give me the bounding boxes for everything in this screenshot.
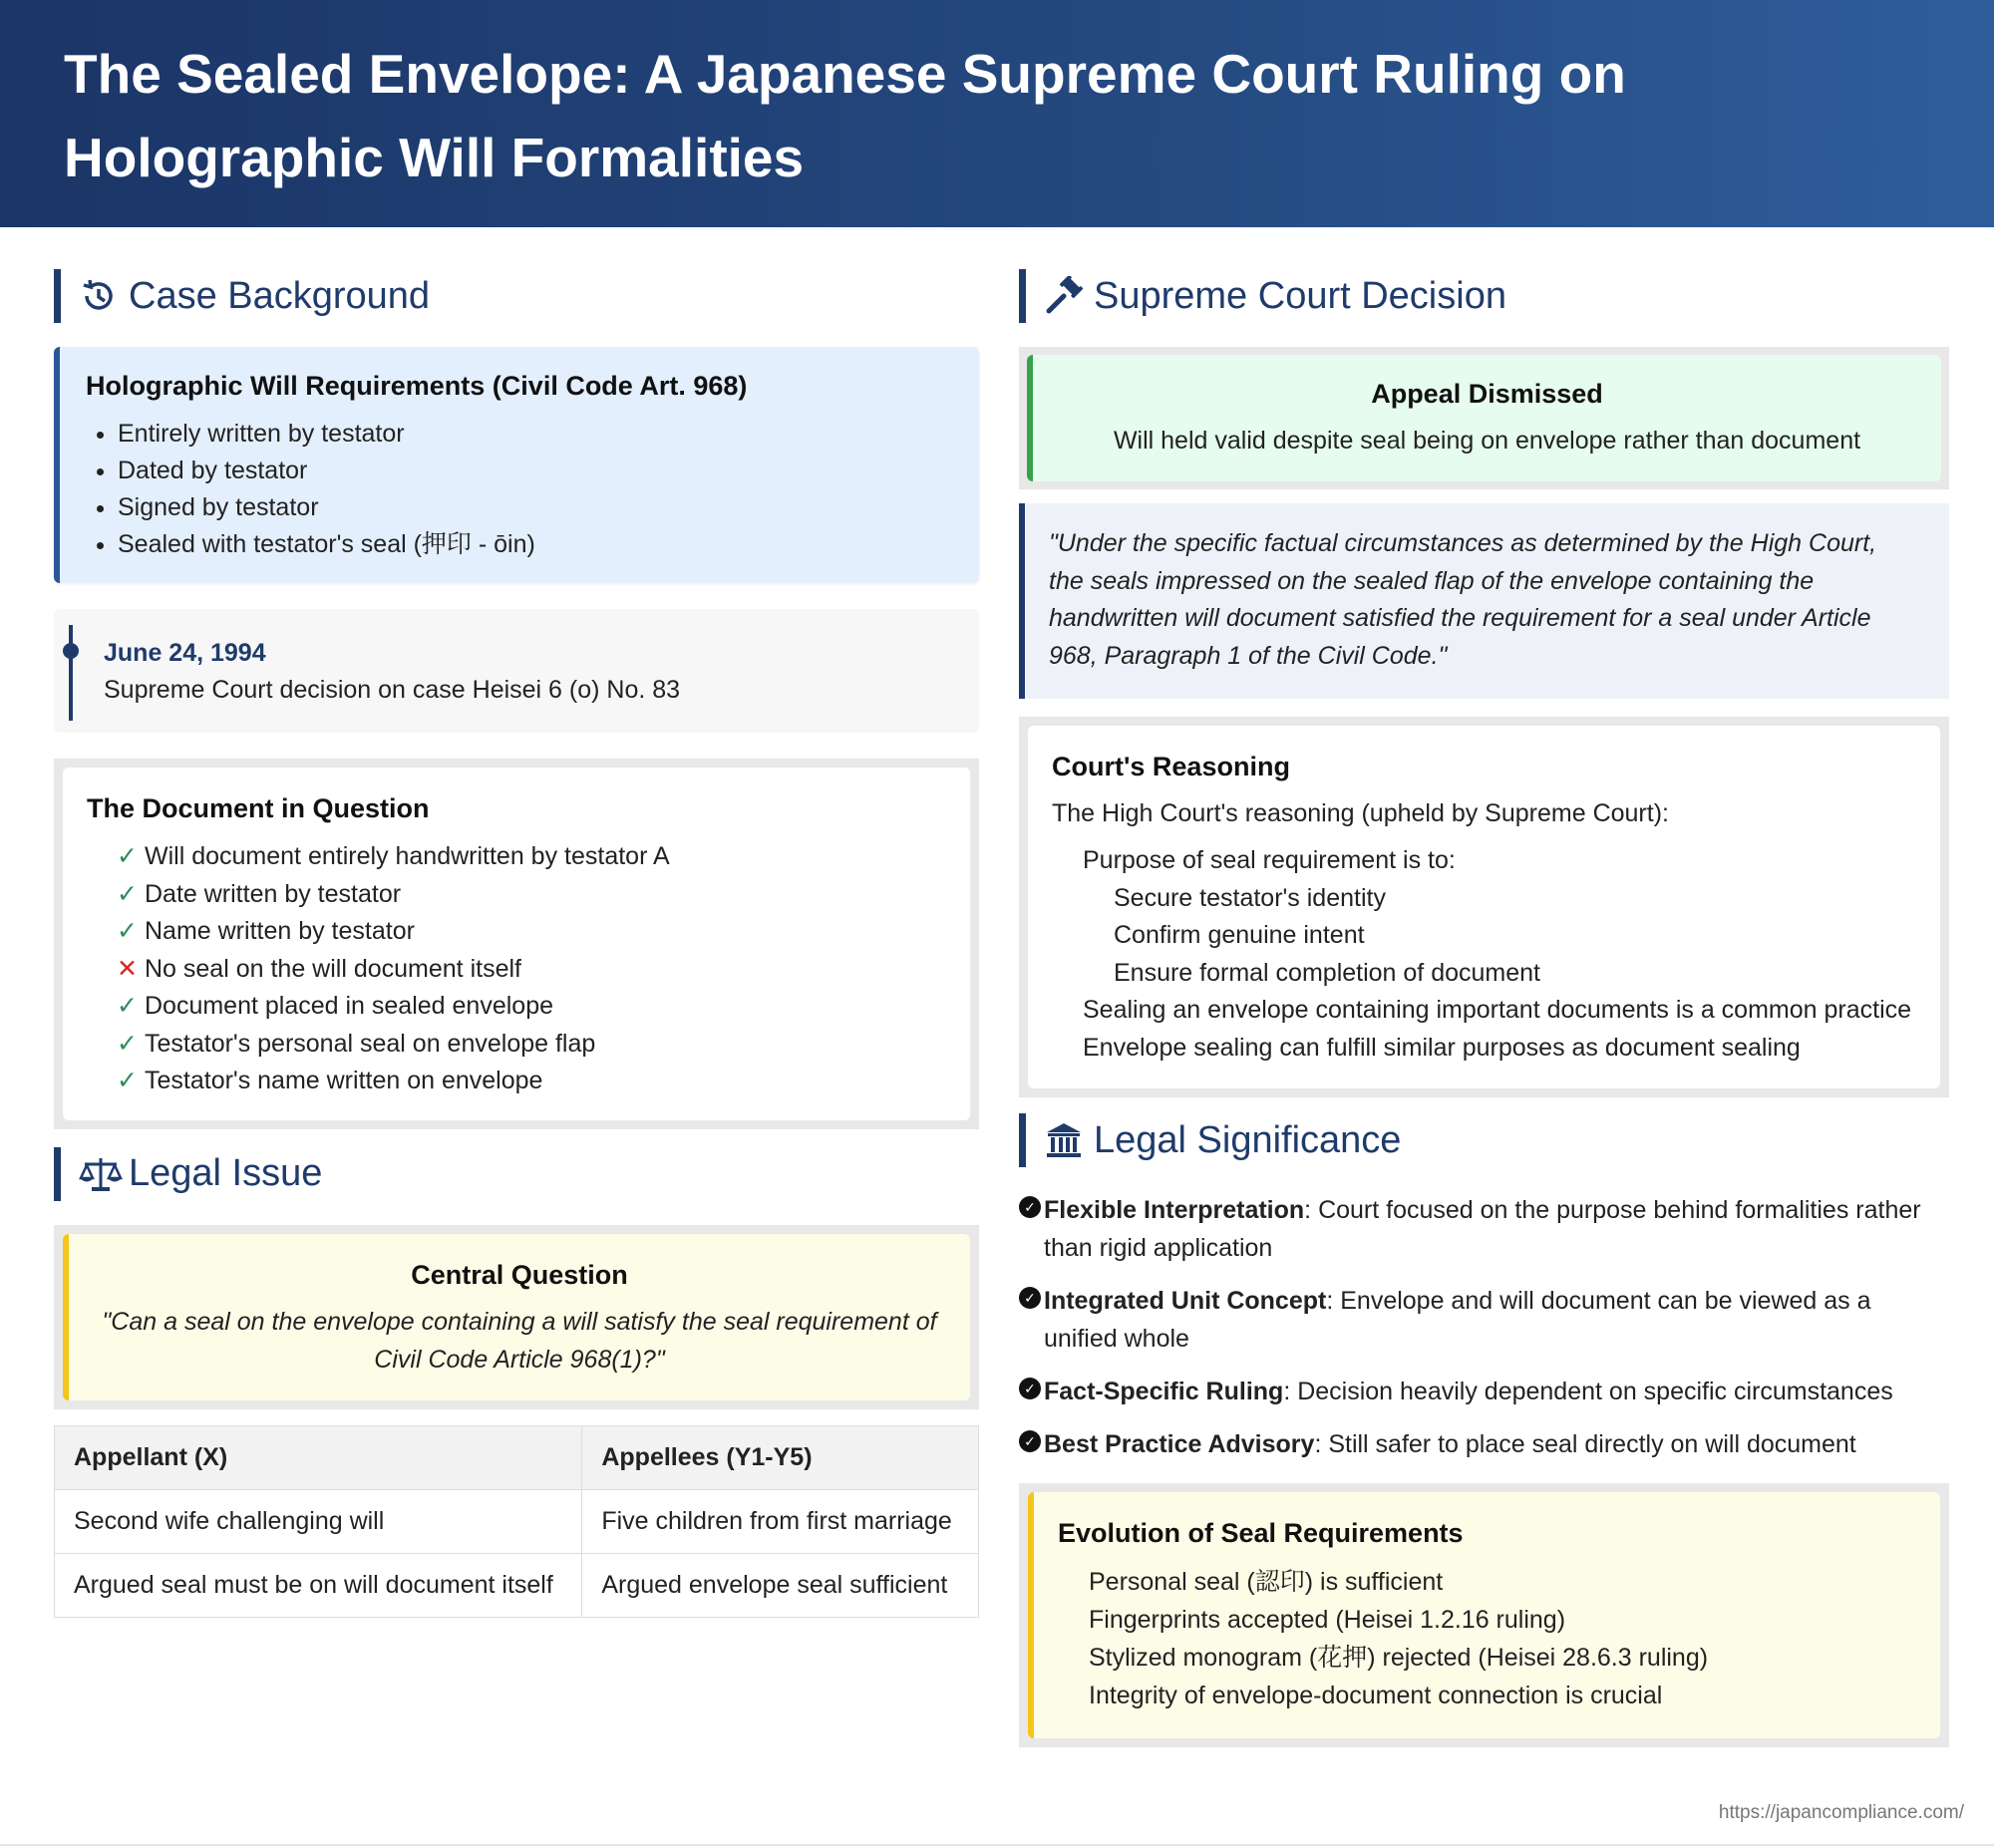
section-heading-decision — [1019, 269, 1949, 323]
list-item: ✓ Best Practice Advisory: Still safer to place seal directly on will document — [1019, 1425, 1949, 1463]
section-title: Legal Significance — [1094, 1118, 1402, 1161]
table-cell: Second wife challenging will — [55, 1489, 582, 1553]
reasoning-frame — [1019, 717, 1949, 1097]
list-item: • Sealed with testator's seal (押印 - ōin) — [118, 526, 955, 563]
check-icon: ✓ — [117, 842, 138, 870]
section-title: Legal Issue — [129, 1152, 323, 1194]
decision-quote — [1019, 503, 1949, 699]
list-item: Stylized monogram (花押) rejected (Heisei 28.6.3 ruling) — [1089, 1644, 1709, 1672]
page-title: The Sealed Envelope: A Japanese Supreme Court Ruling on Holographic Will Formalities — [64, 43, 1626, 188]
check-circle-icon: ✓ — [1019, 1287, 1041, 1309]
document-card — [63, 768, 970, 1120]
gavel-icon — [1044, 276, 1084, 316]
footer-divider — [0, 1844, 1994, 1846]
section-title: Supreme Court Decision — [1094, 274, 1506, 317]
parties-table — [54, 1425, 979, 1618]
requirements-title: Holographic Will Requirements (Civil Code Art. 968) — [86, 371, 748, 401]
document-title: The Document in Question — [87, 793, 430, 823]
cross-icon: ✕ — [117, 954, 138, 983]
evolution-card — [1028, 1492, 1940, 1738]
list-item: Secure testator's identity — [1114, 883, 1386, 912]
section-heading-issue — [54, 1147, 979, 1201]
table-cell: Argued seal must be on will document itself — [55, 1553, 582, 1617]
reasoning-lead: The High Court's reasoning (upheld by Supreme Court): — [1052, 799, 1669, 827]
list-item: Integrity of envelope-document connection is crucial — [1089, 1682, 1663, 1709]
requirements-list — [86, 416, 955, 563]
list-item: ✓ Testator's personal seal on envelope flap — [117, 1026, 946, 1064]
check-circle-icon: ✓ — [1019, 1196, 1041, 1218]
table-cell: Five children from first marriage — [582, 1489, 979, 1553]
scales-icon — [79, 1154, 119, 1194]
list-item: • Dated by testator — [118, 453, 955, 489]
list-item: Envelope sealing can fulfill similar purposes as document sealing — [1083, 1033, 1801, 1062]
section-heading-significance — [1019, 1113, 1949, 1167]
section-heading-background — [54, 269, 979, 323]
timeline-dot — [63, 643, 79, 659]
footer-link[interactable]: https://japancompliance.com/ — [1718, 1802, 1964, 1823]
list-item: ✓ Testator's name written on envelope — [117, 1063, 946, 1100]
column-header: Appellant (X) — [55, 1425, 582, 1489]
section-title: Case Background — [129, 274, 431, 317]
table-cell: Argued envelope seal sufficient — [582, 1553, 979, 1617]
significance-list — [1019, 1191, 1949, 1463]
right-column — [1019, 269, 1949, 1747]
check-icon: ✓ — [117, 1029, 138, 1058]
timeline — [54, 609, 979, 733]
check-icon: ✓ — [117, 1067, 138, 1094]
list-item: ✓ Flexible Interpretation: Court focused on the purpose behind formalities rather than rigid application — [1019, 1191, 1949, 1267]
timeline-line — [69, 625, 73, 721]
list-item: Confirm genuine intent — [1114, 921, 1365, 949]
central-question-title: Central Question — [411, 1259, 628, 1290]
reasoning-title: Court's Reasoning — [1052, 752, 1290, 781]
list-item: ✓ Name written by testator — [117, 913, 946, 951]
document-checklist — [87, 838, 946, 1100]
quote-text: "Under the specific factual circumstances as determined by the High Court, the seals impressed on the sealed flap of the envelope containing the handwritten will document satisfied the requirement for a seal under Article 968, Paragraph 1 of the Civil Code." — [1049, 529, 1877, 670]
evolution-frame — [1019, 1483, 1949, 1747]
list-item: • Signed by testator — [118, 489, 955, 526]
table-row — [55, 1489, 979, 1553]
timeline-description: Supreme Court decision on case Heisei 6 (o) No. 83 — [104, 676, 681, 704]
timeline-date: June 24, 1994 — [104, 639, 266, 667]
list-item: ✕ No seal on the will document itself — [117, 951, 946, 989]
central-question-card — [63, 1234, 970, 1400]
check-icon: ✓ — [117, 879, 138, 908]
list-item: Purpose of seal requirement is to: — [1083, 846, 1456, 874]
list-item: • Entirely written by testator — [118, 416, 955, 453]
column-header: Appellees (Y1-Y5) — [582, 1425, 979, 1489]
list-item: ✓ Integrated Unit Concept: Envelope and will document can be viewed as a unified whole — [1019, 1282, 1949, 1358]
check-circle-icon: ✓ — [1019, 1378, 1041, 1399]
check-circle-icon: ✓ — [1019, 1430, 1041, 1452]
decision-result-card — [1027, 355, 1941, 481]
table-header-row — [55, 1425, 979, 1489]
list-item: Ensure formal completion of document — [1114, 958, 1540, 987]
list-item: Fingerprints accepted (Heisei 1.2.16 ruling) — [1089, 1606, 1566, 1634]
reasoning-card — [1028, 726, 1940, 1088]
evolution-title: Evolution of Seal Requirements — [1058, 1518, 1464, 1548]
check-icon: ✓ — [117, 992, 138, 1020]
document-card-frame — [54, 759, 979, 1129]
page-header — [0, 0, 1994, 227]
central-question-frame — [54, 1225, 979, 1409]
table-row — [55, 1553, 979, 1617]
list-item: ✓ Date written by testator — [117, 876, 946, 914]
requirements-card — [54, 347, 979, 583]
left-column — [54, 269, 979, 1618]
central-question-text: "Can a seal on the envelope containing a will satisfy the seal requirement of Civil Code Article 968(1)?" — [102, 1307, 937, 1374]
decision-result-title: Appeal Dismissed — [1371, 379, 1603, 409]
list-item: ✓ Will document entirely handwritten by testator A — [117, 838, 946, 876]
check-icon: ✓ — [117, 917, 138, 945]
list-item: Sealing an envelope containing important documents is a common practice — [1083, 996, 1912, 1024]
decision-result-text: Will held valid despite seal being on envelope rather than document — [1113, 427, 1861, 455]
courthouse-icon — [1044, 1120, 1084, 1160]
list-item: ✓ Fact-Specific Ruling: Decision heavily dependent on specific circumstances — [1019, 1373, 1949, 1410]
list-item: Personal seal (認印) is sufficient — [1089, 1568, 1444, 1596]
history-icon — [79, 276, 119, 316]
list-item: ✓ Document placed in sealed envelope — [117, 988, 946, 1026]
decision-result-frame — [1019, 347, 1949, 489]
